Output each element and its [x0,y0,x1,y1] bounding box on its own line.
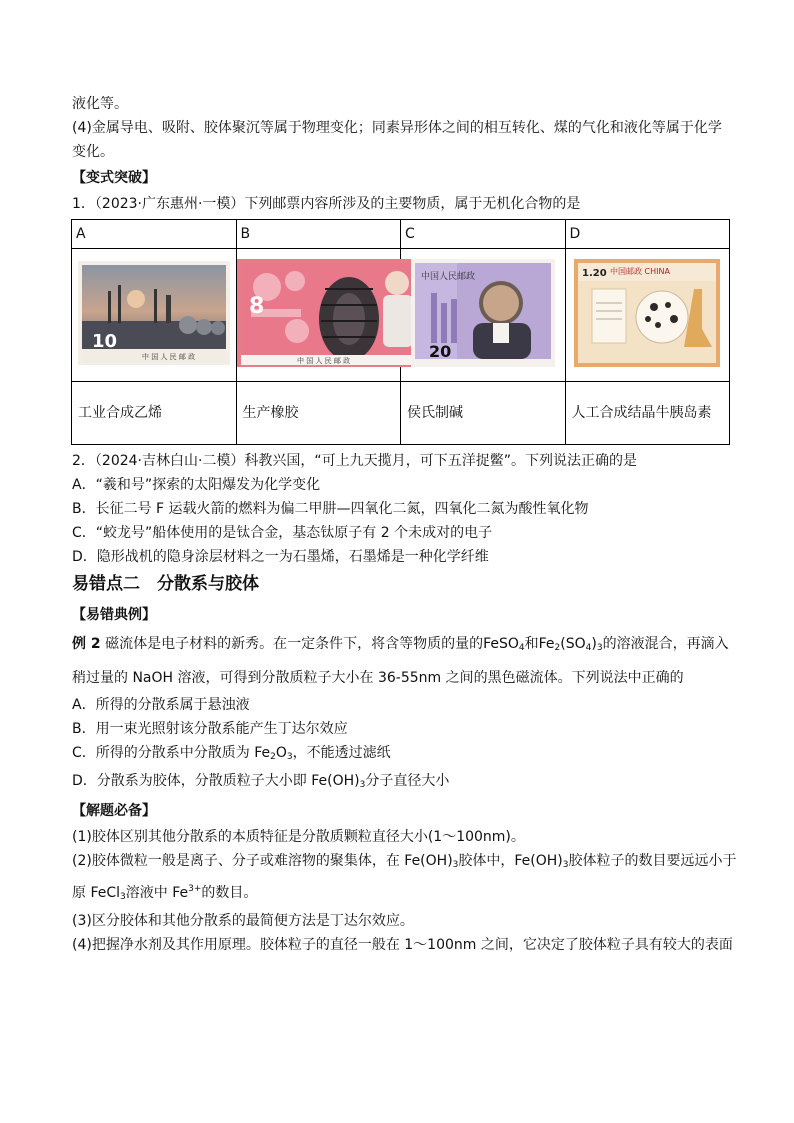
option-letter-c: C [401,220,566,249]
subscript: 3 [120,892,126,902]
option-text: ，不能透过滤纸 [292,745,391,761]
option-letter-d: D [565,220,730,249]
superscript: 3+ [188,884,202,894]
option-text-c: 侯氏制碱 [401,382,566,445]
q2-option-a: A．“羲和号”探索的太阳爆发为化学变化 [72,477,321,493]
q2-option-c: C．“蛟龙号”船体使用的是钛合金，基态钛原子有 2 个未成对的电子 [72,525,493,541]
option-text-d: 人工合成结晶牛胰岛素 [565,382,730,445]
knowledge-3: (3)区分胶体和其他分散系的最简便方法是丁达尔效应。 [72,913,414,929]
example-label: 例 2 [72,636,101,652]
stamp-d-image [574,259,720,367]
question-2: 2．（2024·吉林白山·二模）科教兴国，“可上九天揽月，可下五洋捉鳖”。下列说法正确的是 [72,453,637,469]
subscript: 4 [518,643,525,653]
example-option-c [72,741,732,769]
example-text: 磁流体是电子材料的新秀。在一定条件下，将含等物质的量的 [105,636,484,652]
stamp-b-face: 8 [248,294,264,319]
knowledge-2b [72,877,732,909]
formula-fe2so43: Fe [538,636,555,652]
stamp-c-face: 20 [428,342,452,361]
subscript: 4 [585,643,592,653]
option-letter-b: B [236,220,401,249]
stamp-a-caption: 中 国 人 民 邮 政 [141,353,195,361]
stamp-d-caption: 中国邮政 CHINA [610,267,671,276]
stamp-b-image [237,259,427,367]
stamp-c-image [411,259,555,367]
knowledge-4: (4)把握净水剂及其作用原理。胶体粒子的直径一般在 1～100nm 之间，它决定了胶体粒子具有较大的表面 [72,937,733,953]
stamp-cell-c [401,249,566,382]
option-text: O [275,745,287,761]
subscript: 2 [270,752,276,762]
subscript: 3 [452,860,459,870]
knowledge-text: 原 FeCl [72,885,121,901]
knowledge-text: (2)胶体微粒一般是离子、分子或难溶物的聚集体，在 Fe(OH) [72,853,453,869]
option-text-b: 生产橡胶 [236,382,401,445]
q2-option-d: D．隐形战机的隐身涂层材料之一为石墨烯，石墨烯是一种化学纤维 [72,549,489,565]
text-line: 液化等。 [72,96,128,112]
example-line-1: 例 2 磁流体是电子材料的新秀。在一定条件下，将含等物质的量的FeSO$_4$和$Fe_2(SO_4)_3$的溶液混合，再滴入 [72,636,729,653]
stamp-a-image [78,261,230,365]
stamp-table [71,219,730,445]
formula-part: (SO [560,636,586,652]
document-page [72,92,737,957]
knowledge-text: 胶体粒子的数目要远远小于 [568,853,737,869]
knowledge-text: 溶液中 Fe [125,885,189,901]
example-option-d [72,769,732,797]
stamp-cell-a [72,249,237,382]
option-text: D．分散系为胶体，分散质粒子大小即 Fe(OH) [72,773,360,789]
example-text: 和 [524,636,539,652]
knowledge-text: 的数目。 [201,885,258,901]
variant-heading: 【变式突破】 [72,170,156,186]
knowledge-text: 胶体中，Fe(OH) [458,853,563,869]
knowledge-2 [72,849,737,877]
subscript: 3 [562,860,569,870]
subscript: 3 [286,752,293,762]
example-option-a: A．所得的分散系属于悬浊液 [72,697,250,713]
option-text: C．所得的分散系中分散质为 Fe [72,745,271,761]
example-text: 的溶液混合，再滴入 [602,636,729,652]
subscript: 3 [596,643,603,653]
text-line: 变化。 [72,144,114,160]
question-1: 1．（2023·广东惠州·一模）下列邮票内容所涉及的主要物质，属于无机化合物的是 [72,196,581,212]
stamp-a-face: 10 [91,331,117,352]
example-line-2: 稍过量的 NaOH 溶液，可得到分散质粒子大小在 36-55nm 之间的黑色磁流体。下列说法中正确的 [72,670,684,686]
option-text-a: 工业合成乙烯 [72,382,237,445]
subscript: 2 [554,643,561,653]
section-title: 易错点二 分散系与胶体 [72,574,259,594]
example-option-b: B．用一束光照射该分散系能产生丁达尔效应 [72,721,348,737]
subscript: 3 [359,780,366,790]
stamp-c-caption: 中国人民邮政 [420,272,475,282]
option-letter-a: A [72,220,237,249]
formula-feso4: FeSO [483,636,519,652]
example-heading: 【易错典例】 [72,607,156,623]
option-text: 分子直径大小 [365,773,450,789]
q2-option-b: B．长征二号 F 运载火箭的燃料为偏二甲肼—四氧化二氮，四氧化二氮为酸性氧化物 [72,501,589,517]
stamp-cell-d [565,249,730,382]
stamp-d-face: 1.20 [582,268,607,279]
stamp-cell-b [236,249,401,382]
knowledge-1: (1)胶体区别其他分散系的本质特征是分散质颗粒直径大小(1～100nm)。 [72,829,525,845]
knowledge-heading: 【解题必备】 [72,803,156,819]
stamp-b-caption: 中 国 人 民 邮 政 [296,357,350,365]
text-line: (4)金属导电、吸附、胶体聚沉等属于物理变化；同素异形体之间的相互转化、煤的气化和液化等属于化学 [72,120,722,136]
